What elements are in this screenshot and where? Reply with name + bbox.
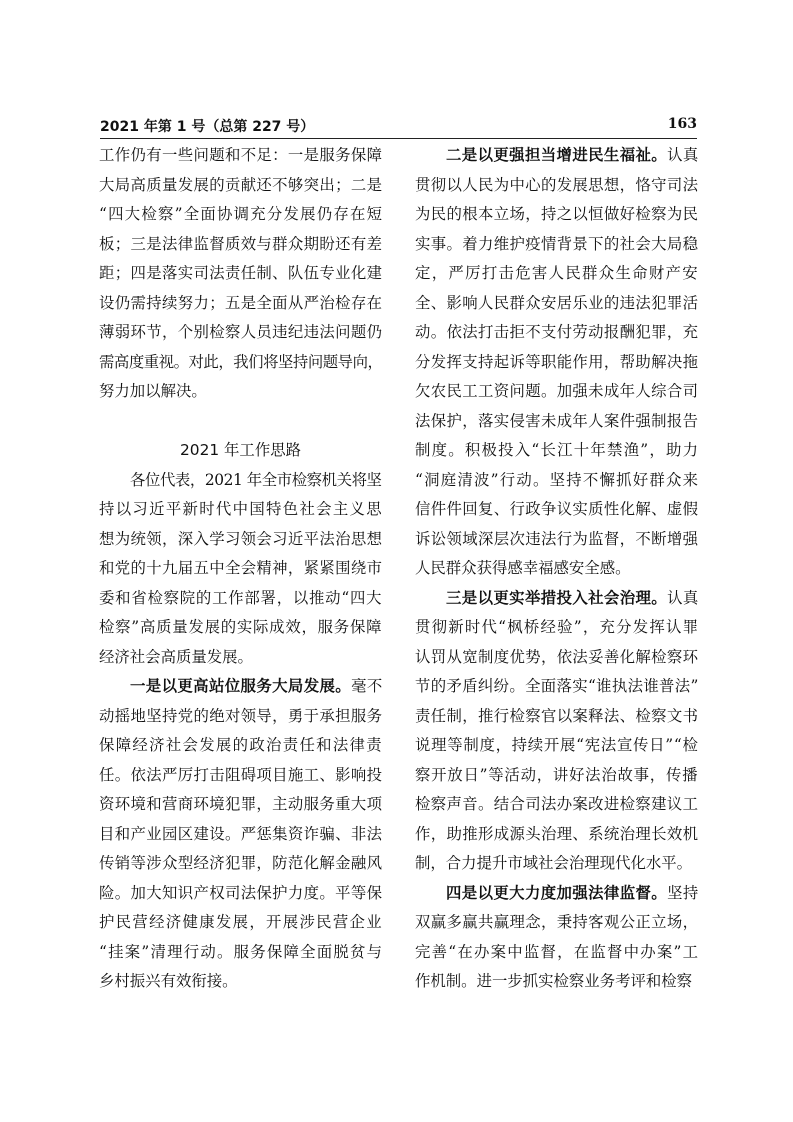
bold-lead: 四是以更大力度加强法律监督。 [446, 883, 668, 902]
text-line: 欠农民工工资问题。加强未成年人综合司 [415, 382, 699, 400]
text-line: 持以习近平新时代中国特色社会主义思 [99, 500, 383, 518]
right-column [415, 141, 698, 997]
text-line: 努力加以解决。 [99, 382, 207, 400]
text-line: “四大检察”全面协调充分发展仍存在短 [99, 205, 384, 223]
text-line: 为民的根本立场，持之以恒做好检察为民 [415, 205, 699, 223]
lead-rest: 毫不 [351, 677, 383, 695]
text-line: 法保护，落实侵害未成年人案件强制报告 [415, 411, 699, 430]
text-line: 贯彻以人民为中心的发展思想，恪守司法 [415, 175, 699, 194]
text-line: 板；三是法律监督质效与群众期盼还有差 [99, 234, 383, 253]
text-line: 作机制。进一步抓实检察业务考评和检察 [415, 972, 693, 990]
paragraph-first-line [415, 879, 698, 909]
bold-lead: 一是以更高站位服务大局发展。 [130, 677, 352, 695]
text-line: 设仍需持续努力；五是全面从严治检存在 [99, 293, 383, 312]
text-line: 护民营经济健康发展，开展涉民营企业 [99, 913, 383, 931]
header-divider [100, 138, 697, 139]
text-line: 想为统领，深入学习领会习近平法治思想 [99, 529, 383, 548]
text-line: 认罚从宽制度优势，依法妥善化解检察环 [415, 647, 699, 666]
lead-rest: 认真 [667, 146, 699, 164]
text-line: 委和省检察院的工作部署，以推动“四大 [99, 588, 383, 607]
page-number: 163 [667, 116, 697, 132]
text-line: 作，助推形成源头治理、系统治理长效机 [415, 824, 699, 843]
text-line: 薄弱环节，个别检察人员违纪违法问题仍 [99, 323, 383, 341]
text-line: 动。依法打击拒不支付劳动报酬犯罪，充 [415, 323, 699, 341]
paragraph-point-four [415, 879, 698, 997]
lead-rest: 坚持 [667, 883, 699, 902]
text-line: 节的矛盾纠纷。全面落实“谁执法谁普法” [415, 677, 699, 695]
text-line: 动摇地坚持党的绝对领导，勇于承担服务 [99, 706, 383, 725]
text-line: 定，严厉打击危害人民群众生命财产安 [415, 264, 699, 282]
text-line: “洞庭清波”行动。坚持不懈抓好群众来 [415, 470, 700, 489]
text-line: 距；四是落实司法责任制、队伍专业化建 [99, 264, 383, 282]
text-line: 信件件回复、行政争议实质性化解、虚假 [415, 500, 699, 518]
paragraph-point-two [415, 141, 698, 584]
running-header [100, 116, 697, 138]
paragraph-first-line [415, 141, 698, 171]
bold-lead: 二是以更强担当增进民生福祉。 [446, 146, 668, 164]
text-line: 实事。着力维护疫情背景下的社会大局稳 [415, 234, 699, 253]
text-line: 察开放日”等活动，讲好法治故事，传播 [415, 765, 699, 784]
lead-rest: 认真 [667, 588, 699, 607]
paragraph-point-one [99, 672, 382, 997]
text-line: 目和产业园区建设。严惩集资诈骗、非法 [99, 824, 383, 843]
text-line: 贯彻新时代“枫桥经验”，充分发挥认罪 [415, 618, 700, 636]
text-line: 资环境和营商环境犯罪，主动服务重大项 [99, 795, 383, 813]
text-line: 经济社会高质量发展。 [99, 647, 253, 666]
text-line: 全、影响人民群众安居乐业的违法犯罪活 [415, 293, 699, 312]
text-line: 分发挥支持起诉等职能作用，帮助解决拖 [415, 352, 699, 371]
text-line: 乡村振兴有效衔接。 [99, 972, 238, 990]
text-line: 需高度重视。对此，我们将坚持问题导向， [99, 352, 383, 371]
left-column [99, 141, 382, 997]
text-line: 大局高质量发展的贡献还不够突出；二是 [99, 175, 383, 194]
paragraph-point-three [415, 584, 698, 879]
journal-issue-label: 2021 年第 1 号（总第 227 号） [100, 119, 315, 135]
paragraph-first-line [415, 584, 698, 614]
text-line: 制度。积极投入“长江十年禁渔”，助力 [415, 441, 700, 459]
text-line: 说理等制度，持续开展“宪法宣传日”“检 [415, 736, 699, 754]
text-line: 人民群众获得感幸福感安全感。 [415, 559, 631, 577]
text-line: 诉讼领域深层次违法行为监督，不断增强 [415, 529, 699, 548]
text-line: 各位代表，2021 年全市检察机关将坚 [130, 470, 382, 489]
text-line: 任。依法严厉打击阻碍项目施工、影响投 [99, 765, 383, 784]
text-line: 保障经济社会发展的政治责任和法律责 [99, 736, 383, 754]
text-line: 和党的十九届五中全会精神，紧紧围绕市 [99, 559, 383, 577]
text-line: 工作仍有一些问题和不足：一是服务保障 [99, 146, 383, 164]
paragraph-intro [99, 466, 382, 673]
text-line: 检察”高质量发展的实际成效，服务保障 [99, 618, 383, 636]
text-line: 传销等涉众型经济犯罪，防范化解金融风 [99, 854, 383, 872]
text-line: “挂案”清理行动。服务保障全面脱贫与 [99, 942, 384, 961]
text-line: 责任制，推行检察官以案释法、检察文书 [415, 706, 699, 725]
text-line: 完善“在办案中监督，在监督中办案”工 [415, 942, 700, 961]
text-line: 双赢多赢共赢理念，秉持客观公正立场， [415, 913, 699, 931]
text-line: 检察声音。结合司法办案改进检察建议工 [415, 795, 699, 813]
paragraph-problems [99, 141, 382, 407]
text-line: 制，合力提升市域社会治理现代化水平。 [415, 854, 693, 872]
paragraph-first-line [99, 672, 382, 702]
bold-lead: 三是以更实举措投入社会治理。 [446, 588, 668, 607]
section-heading: 2021 年工作思路 [179, 441, 301, 459]
spacer [99, 407, 382, 437]
text-line: 险。加大知识产权司法保护力度。平等保 [99, 883, 383, 902]
